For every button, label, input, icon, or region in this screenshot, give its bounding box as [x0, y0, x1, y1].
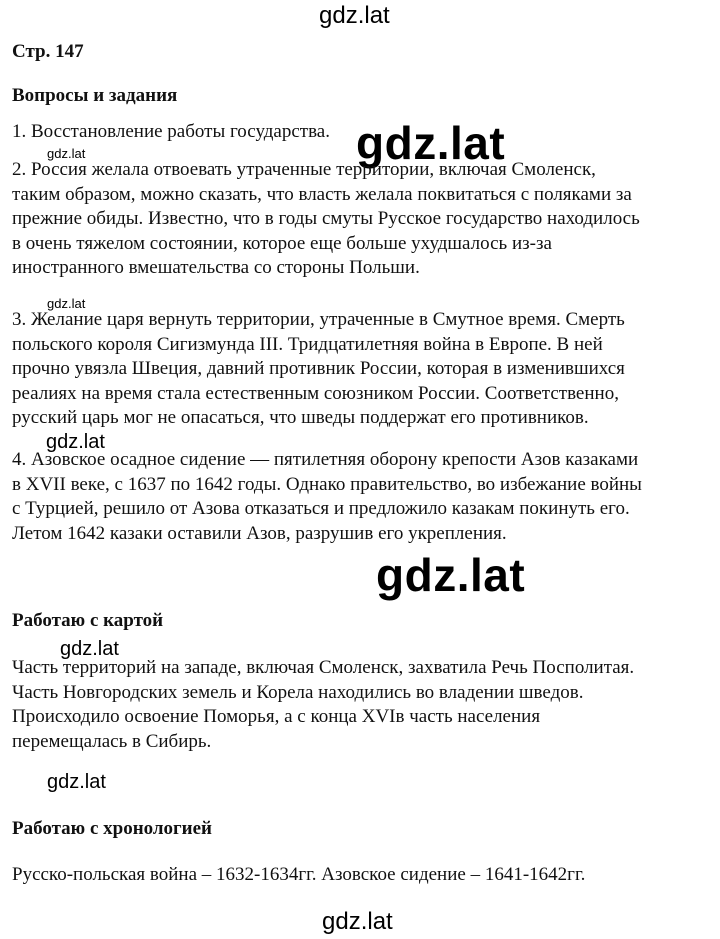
question-answer-2	[12, 158, 640, 281]
answer-3-line: 3. Желание царя вернуть территории, утраченные в Смутное время. Смерть	[12, 309, 625, 330]
watermark-small-1: gdz.lat	[47, 146, 86, 161]
watermark-bottom: gdz.lat	[322, 908, 393, 935]
answer-2-line: таким образом, можно сказать, что власть желала поквитаться с поляками за	[12, 183, 632, 205]
watermark-medium-1: gdz.lat	[46, 431, 105, 453]
question-answer-4	[12, 448, 642, 546]
questions-heading: Вопросы и задания	[12, 85, 178, 106]
map-text-line: Часть Новгородских земель и Корела находились во владении шведов.	[12, 681, 584, 703]
chronology-section-text: Русско-польская война – 1632-1634гг. Азовское сидение – 1641-1642гг.	[12, 864, 586, 885]
watermark-large-2: gdz.lat	[376, 549, 526, 601]
chronology-section-heading: Работаю с хронологией	[12, 818, 213, 839]
question-answer-3	[12, 308, 625, 431]
answer-3-line: прочно увязла Швеция, давний противник России, которая в изменившихся	[12, 358, 625, 379]
answer-1-line: 1. Восстановление работы государства.	[12, 121, 330, 142]
watermark-medium-3: gdz.lat	[47, 771, 106, 793]
answer-2-line: 2. Россия желала отвоевать утраченные территории, включая Смоленск,	[12, 159, 596, 180]
answer-4-line: Летом 1642 казаки оставили Азов, разрушив его укрепления.	[12, 522, 507, 544]
watermark-top: gdz.lat	[319, 2, 390, 29]
answer-3-line: русский царь мог не опасаться, что шведы поддержат его противников.	[12, 407, 589, 428]
map-section-text	[12, 656, 634, 754]
map-text-line: Происходило освоение Поморья, а с конца XVIв часть населения	[12, 706, 541, 727]
map-text-line: Часть территорий на западе, включая Смоленск, захватила Речь Посполитая.	[12, 657, 635, 678]
watermark-small-2: gdz.lat	[47, 296, 86, 311]
answer-3-line: польского короля Сигизмунда III. Тридцатилетняя война в Европе. В ней	[12, 333, 603, 355]
answer-4-line: с Турцией, решило от Азова отказаться и предложило казакам покинуть его.	[12, 498, 630, 519]
map-section-heading: Работаю с картой	[12, 610, 164, 631]
answer-4-line: 4. Азовское осадное сидение — пятилетняя оборону крепости Азов казаками	[12, 449, 639, 470]
watermark-large-1: gdz.lat	[356, 117, 506, 169]
map-text-line: перемещалась в Сибирь.	[12, 730, 212, 752]
watermark-medium-2: gdz.lat	[60, 638, 119, 660]
answer-2-line: в очень тяжелом состоянии, которое еще больше ухудшалось из-за	[12, 232, 552, 254]
answer-2-line: прежние обиды. Известно, что в годы смуты Русское государство находилось	[12, 208, 640, 229]
answer-4-line: в XVII веке, с 1637 по 1642 годы. Однако правительство, во избежание войны	[12, 473, 642, 495]
answer-2-line: иностранного вмешательства со стороны Польши.	[12, 257, 420, 278]
question-answer-1	[12, 120, 330, 145]
answer-3-line: реалиях на время стала естественным союзником России. Соответственно,	[12, 382, 619, 404]
page-reference: Стр. 147	[12, 41, 84, 62]
